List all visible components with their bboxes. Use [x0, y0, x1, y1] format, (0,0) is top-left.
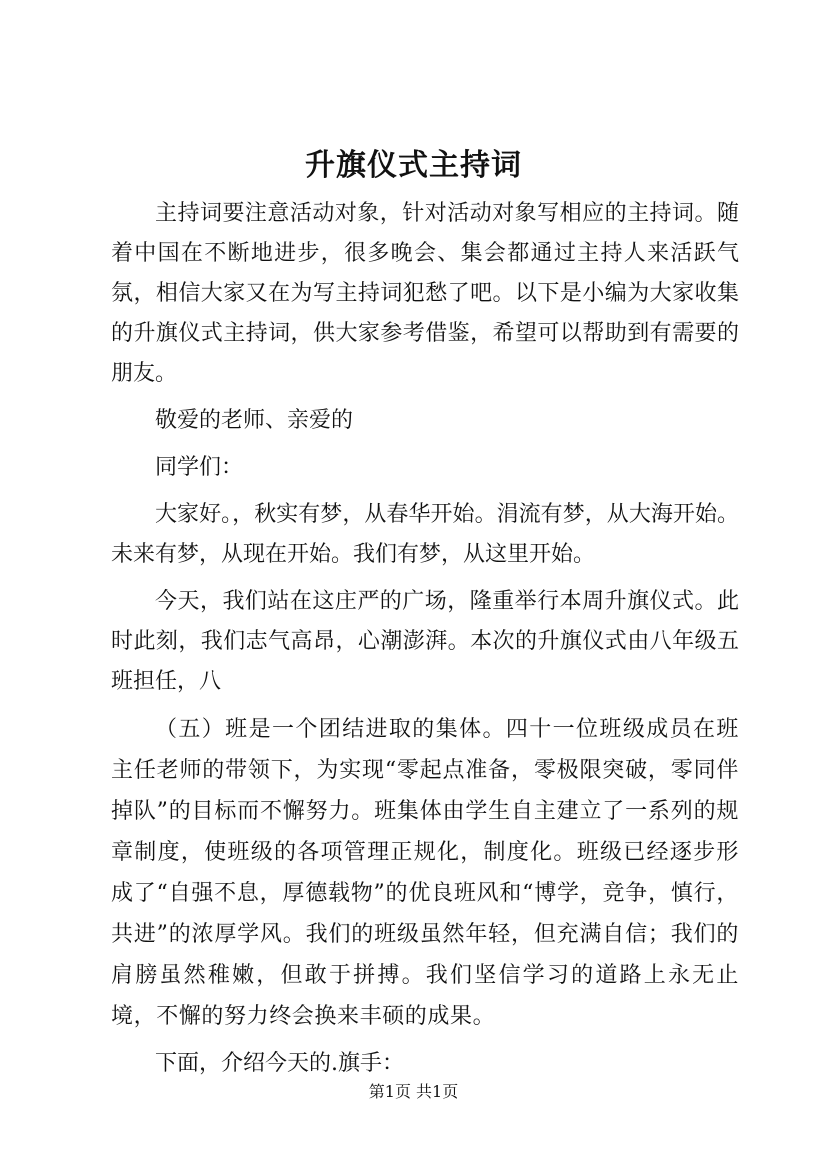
intro-paragraph: 主持词要注意活动对象，针对活动对象写相应的主持词。随着中国在不断地进步，很多晚会、集会都通过主持人来活跃气氛，相信大家又在为写主持词犯愁了吧。以下是小编为大家收集的升旗仪式主持词，供大家参考借鉴，希望可以帮助到有需要的朋友。 — [111, 201, 739, 386]
page-number-footer: 第1页 共1页 — [368, 1082, 459, 1101]
class-introduction-paragraph: （五）班是一个团结进取的集体。四十一位班级成员在班主任老师的带领下，为实现“零起点准备，零极限突破，零同伴掉队”的目标而不懈努力。班集体由学生自主建立了一系列的规章制度，使班级的各项管理正规化，制度化。班级已经逐步形成了“自强不息，厚德载物”的优良班风和“博学，竞争，慎行，共进”的浓厚学风。我们的班级虽然年轻，但充满自信；我们的肩膀虽然稚嫩，但敢于拼搏。我们坚信学习的道路上永无止境，不懈的努力终会换来丰硕的成果。 — [111, 717, 739, 1029]
document-body — [111, 194, 739, 1084]
flag-bearer-introduction-line: 下面，介绍今天的.旗手： — [155, 1051, 404, 1076]
dream-paragraph: 大家好。，秋实有梦，从春华开始。涓流有梦，从大海开始。未来有梦，从现在开始。我们有梦，从这里开始。 — [111, 502, 739, 567]
greeting-line: 敬爱的老师、亲爱的 — [155, 408, 354, 433]
greeting-audience-line: 同学们： — [155, 455, 244, 480]
ceremony-paragraph: 今天，我们站在这庄严的广场，隆重举行本周升旗仪式。此时此刻，我们志气高昂，心潮澎湃。本次的升旗仪式由八年级五班担任，八 — [111, 589, 739, 694]
document-title: 升旗仪式主持词 — [305, 148, 522, 183]
